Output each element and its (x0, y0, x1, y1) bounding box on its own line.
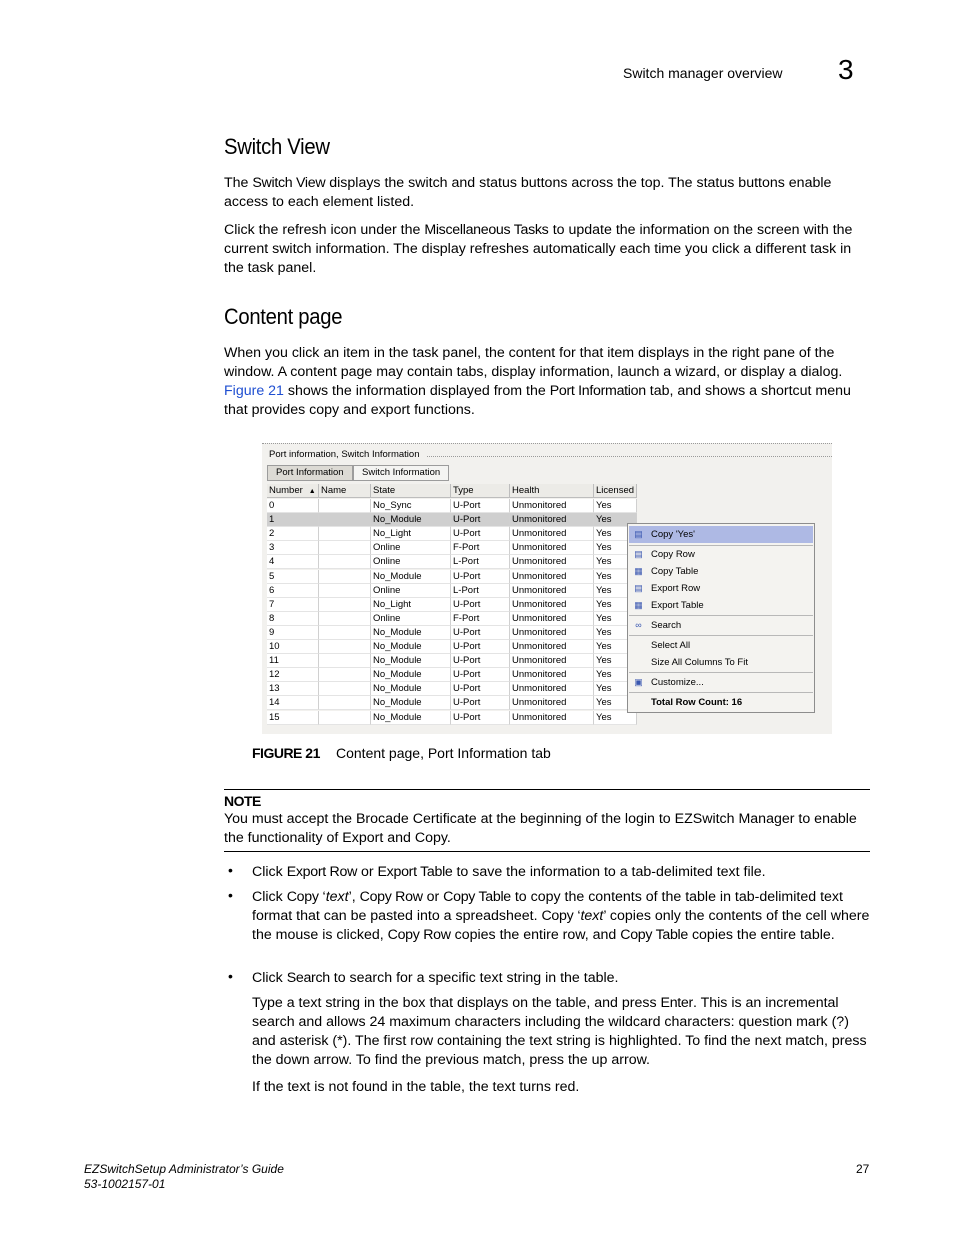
column-header-health[interactable]: Health (510, 484, 594, 498)
binoculars-icon: ∞ (635, 620, 642, 630)
export-row-icon: ▤ (634, 583, 643, 593)
table-cell[interactable]: U-Port (451, 513, 510, 527)
table-cell[interactable]: 15 (267, 711, 319, 725)
table-cell[interactable] (319, 555, 371, 569)
table-cell[interactable]: Yes (594, 654, 637, 668)
table-cell[interactable]: 11 (267, 654, 319, 668)
table-cell[interactable]: No_Module (371, 682, 451, 696)
menu-search[interactable]: ∞ Search (635, 620, 682, 631)
table-cell[interactable]: Unmonitored (510, 668, 594, 682)
table-cell[interactable]: 0 (267, 499, 319, 513)
table-cell[interactable]: No_Light (371, 598, 451, 612)
column-header-number[interactable]: Number ▲ (267, 484, 319, 498)
table-cell[interactable]: Yes (594, 513, 637, 527)
table-cell[interactable] (319, 513, 371, 527)
table-cell[interactable]: Yes (594, 640, 637, 654)
table-cell[interactable]: Yes (594, 612, 637, 626)
table-cell[interactable]: U-Port (451, 570, 510, 584)
table-cell[interactable] (319, 541, 371, 555)
table-cell[interactable] (319, 626, 371, 640)
customize-icon: ▣ (634, 677, 643, 687)
table-cell[interactable]: Online (371, 612, 451, 626)
note-text: You must accept the Brocade Certificate at the beginning of the login to EZSwitch Manager to enable the functionality of Export and Copy. (224, 811, 857, 846)
column-header-type[interactable]: Type (451, 484, 510, 498)
table-cell[interactable] (319, 711, 371, 725)
footer-docnum: 53-1002157-01 (84, 1177, 166, 1191)
table-cell[interactable]: No_Module (371, 711, 451, 725)
table-cell[interactable]: Unmonitored (510, 527, 594, 541)
table-cell[interactable]: No_Light (371, 527, 451, 541)
table-cell[interactable]: L-Port (451, 555, 510, 569)
table-cell[interactable]: No_Module (371, 668, 451, 682)
table-cell[interactable]: Yes (594, 570, 637, 584)
table-cell[interactable]: Yes (594, 626, 637, 640)
table-cell[interactable] (319, 640, 371, 654)
figure-21-link[interactable]: Figure 21 (224, 383, 284, 399)
table-cell[interactable]: U-Port (451, 654, 510, 668)
bullet-symbol: • (228, 887, 233, 903)
table-cell[interactable]: Yes (594, 696, 637, 710)
table-cell[interactable] (319, 612, 371, 626)
table-cell[interactable]: U-Port (451, 668, 510, 682)
menu-separator (629, 692, 813, 693)
menu-separator (629, 635, 813, 636)
table-cell[interactable]: Yes (594, 711, 637, 725)
menu-separator (629, 615, 813, 616)
table-cell[interactable]: U-Port (451, 711, 510, 725)
table-cell[interactable]: Unmonitored (510, 513, 594, 527)
menu-export-row[interactable]: ▤ Export Row (634, 583, 701, 594)
table-cell[interactable]: Yes (594, 598, 637, 612)
title-divider (427, 456, 832, 457)
figure-label: FIGURE 21 (252, 745, 320, 761)
table-cell[interactable]: No_Module (371, 513, 451, 527)
shortcut-menu (627, 523, 815, 713)
content-page-paragraph: When you click an item in the task panel, the content for that item displays in the right pane of the window. A content page may contain tabs, display information, launch a wizard, or display a dialog. Figure 21 shows the information displayed from the Port Information tab, and shows a shortcut menu that provides copy and export functions. (224, 345, 851, 418)
table-cell[interactable]: F-Port (451, 541, 510, 555)
table-cell[interactable]: U-Port (451, 696, 510, 710)
table-cell[interactable]: Yes (594, 527, 637, 541)
table-cell[interactable]: Unmonitored (510, 711, 594, 725)
table-cell[interactable]: F-Port (451, 612, 510, 626)
bullet-symbol: • (228, 862, 233, 878)
note-top-rule (224, 789, 870, 790)
table-cell[interactable]: Unmonitored (510, 584, 594, 598)
table-cell[interactable] (319, 499, 371, 513)
bullet-copy: Click Copy ‘text’, Copy Row or Copy Table to copy the contents of the table in tab-delimited text format that can be pasted into a spreadsheet. Copy ‘text’ copies only the contents of the cell where the mouse is clicked, Copy Row copies the entire row, and Copy Table copies the entire table. (252, 889, 870, 943)
menu-copy-row[interactable]: ▤ Copy Row (634, 549, 695, 560)
content-page-heading: Content page (224, 304, 343, 329)
table-cell[interactable] (319, 584, 371, 598)
table-cell[interactable]: No_Module (371, 570, 451, 584)
table-cell[interactable]: Online (371, 584, 451, 598)
table-cell[interactable]: Unmonitored (510, 696, 594, 710)
menu-customize[interactable]: ▣ Customize... (634, 677, 704, 688)
table-cell[interactable]: Yes (594, 682, 637, 696)
copy-icon: ▤ (634, 529, 643, 539)
column-header-name[interactable]: Name (319, 484, 371, 498)
table-cell[interactable]: U-Port (451, 626, 510, 640)
copy-row-icon: ▤ (634, 549, 643, 559)
table-cell[interactable]: 3 (267, 541, 319, 555)
table-cell[interactable]: Unmonitored (510, 640, 594, 654)
screenshot-title: Port information, Switch Information (269, 449, 420, 460)
table-cell[interactable]: Unmonitored (510, 626, 594, 640)
table-cell[interactable]: U-Port (451, 682, 510, 696)
table-cell[interactable] (319, 668, 371, 682)
table-cell[interactable]: No_Module (371, 696, 451, 710)
bullet-search: Click Search to search for a specific text string in the table. (252, 970, 619, 986)
table-cell[interactable]: Yes (594, 499, 637, 513)
figure-caption: Content page, Port Information tab (336, 745, 551, 761)
table-cell[interactable]: 2 (267, 527, 319, 541)
table-cell[interactable]: 4 (267, 555, 319, 569)
page-number: 27 (856, 1162, 870, 1176)
sort-ascending-icon: ▲ (308, 488, 316, 495)
table-cell[interactable]: No_Module (371, 654, 451, 668)
table-cell[interactable]: Unmonitored (510, 541, 594, 555)
table-cell[interactable]: Unmonitored (510, 598, 594, 612)
menu-select-all[interactable]: Select All (651, 640, 691, 651)
tab-port-information[interactable]: Port Information (267, 465, 353, 481)
table-cell[interactable]: U-Port (451, 527, 510, 541)
table-cell[interactable]: 5 (267, 570, 319, 584)
table-cell[interactable]: Unmonitored (510, 682, 594, 696)
table-cell[interactable]: L-Port (451, 584, 510, 598)
column-header-state[interactable]: State (371, 484, 451, 498)
menu-size-all-columns[interactable]: Size All Columns To Fit (651, 657, 748, 668)
column-header-licensed[interactable]: Licensed (594, 484, 637, 498)
table-cell[interactable]: Yes (594, 668, 637, 682)
menu-copy-text[interactable]: ▤ Copy 'Yes' (629, 526, 813, 543)
table-cell[interactable]: No_Sync (371, 499, 451, 513)
search-not-found-note: If the text is not found in the table, the text turns red. (252, 1079, 580, 1095)
running-header: Switch manager overview (623, 65, 783, 81)
table-cell[interactable]: 13 (267, 682, 319, 696)
table-cell[interactable]: Yes (594, 584, 637, 598)
port-information-screenshot (262, 443, 832, 734)
table-cell[interactable]: 8 (267, 612, 319, 626)
export-table-icon: ▦ (634, 600, 643, 610)
chapter-number: 3 (838, 54, 854, 85)
footer-title: EZSwitchSetup Administrator’s Guide (84, 1162, 284, 1176)
switch-view-paragraph-1: The Switch View displays the switch and status buttons across the top. The status buttons enable access to each element listed. (224, 175, 832, 210)
bullet-export: Click Export Row or Export Table to save the information to a tab-delimited text file. (252, 864, 766, 880)
table-cell[interactable]: 12 (267, 668, 319, 682)
menu-copy-table[interactable]: ▦ Copy Table (634, 566, 699, 577)
table-cell[interactable]: Yes (594, 555, 637, 569)
menu-export-table[interactable]: ▦ Export Table (634, 600, 704, 611)
switch-view-paragraph-2: Click the refresh icon under the Miscellaneous Tasks to update the information on the screen with the current switch information. The display refreshes automatically each time you click a different task in the task panel. (224, 222, 853, 276)
table-cell[interactable] (319, 696, 371, 710)
note-title: NOTE (224, 793, 261, 809)
table-cell[interactable]: 7 (267, 598, 319, 612)
table-cell[interactable]: U-Port (451, 598, 510, 612)
bullet-symbol: • (228, 968, 233, 984)
table-cell[interactable] (319, 527, 371, 541)
menu-total-row-count: Total Row Count: 16 (651, 697, 743, 708)
table-cell[interactable]: 1 (267, 513, 319, 527)
table-cell[interactable]: Unmonitored (510, 499, 594, 513)
table-cell[interactable]: 6 (267, 584, 319, 598)
table-cell[interactable] (319, 682, 371, 696)
table-cell[interactable]: No_Module (371, 626, 451, 640)
switch-view-heading: Switch View (224, 134, 330, 159)
search-description: Type a text string in the box that displays on the table, and press Enter. This is an incremental search and allows 24 maximum characters including the wildcard characters: question mark (?) and asterisk (*). The first row containing the text string is highlighted. To find the next match, press the down arrow. To find the previous match, press the up arrow. (252, 995, 867, 1068)
table-cell[interactable]: Unmonitored (510, 654, 594, 668)
table-cell[interactable]: Online (371, 555, 451, 569)
table-cell[interactable]: U-Port (451, 499, 510, 513)
menu-separator (629, 672, 813, 673)
table-cell[interactable] (319, 598, 371, 612)
table-cell[interactable]: 9 (267, 626, 319, 640)
tab-switch-information[interactable]: Switch Information (353, 465, 449, 481)
table-cell[interactable]: Unmonitored (510, 570, 594, 584)
note-bottom-rule (224, 851, 870, 852)
table-cell[interactable] (319, 654, 371, 668)
table-cell[interactable]: U-Port (451, 640, 510, 654)
table-cell[interactable]: Unmonitored (510, 555, 594, 569)
table-cell[interactable]: Unmonitored (510, 612, 594, 626)
table-cell[interactable] (319, 570, 371, 584)
table-cell[interactable]: No_Module (371, 640, 451, 654)
table-cell[interactable]: Yes (594, 541, 637, 555)
table-cell[interactable]: 10 (267, 640, 319, 654)
table-cell[interactable]: Online (371, 541, 451, 555)
table-cell[interactable]: 14 (267, 696, 319, 710)
copy-table-icon: ▦ (634, 566, 643, 576)
